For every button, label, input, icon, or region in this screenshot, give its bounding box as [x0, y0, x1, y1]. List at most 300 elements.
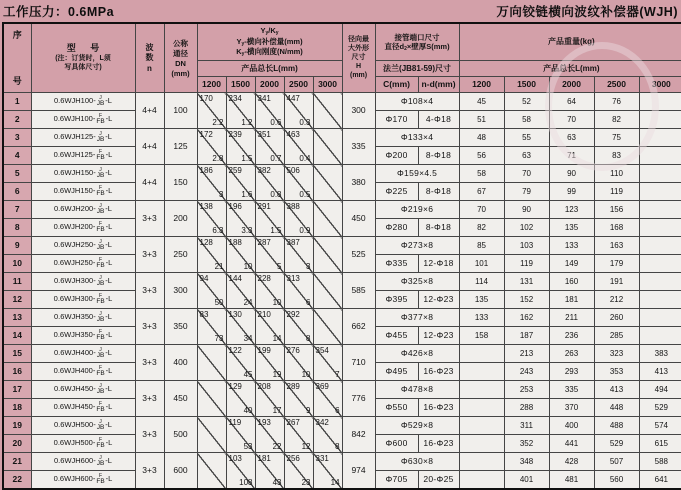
lateral-stiffness-value: 7 — [335, 369, 340, 379]
model-variant-stack — [97, 312, 105, 324]
compensation-stiffness-cell — [226, 165, 255, 201]
header-wave-line: 数 — [145, 53, 154, 63]
weight-cell: 90 — [549, 165, 594, 183]
model-suffix: -L — [105, 240, 112, 250]
model-text — [54, 240, 112, 252]
flange-nd-cell: 8-Φ18 — [418, 183, 459, 201]
weight-cell: 58 — [504, 111, 549, 129]
header-weight-group: 产品重量(kg) — [459, 23, 681, 61]
model-prefix: 0.6WJH600- — [54, 456, 96, 466]
model-prefix: 0.6WJH100- — [53, 114, 96, 124]
weight-cell: 187 — [504, 327, 549, 345]
model-variant-sup: J — [99, 346, 102, 353]
model-variant-sup: J — [99, 238, 102, 245]
weight-cell: 191 — [594, 273, 639, 291]
max-outer-dim-cell: 335 — [342, 129, 375, 165]
flange-c-cell: Φ225 — [375, 183, 418, 201]
max-outer-dim-cell: 525 — [342, 237, 375, 273]
model-variant-stack — [96, 330, 104, 342]
lateral-compensation-value: 387 — [286, 238, 300, 247]
compensation-stiffness-cell — [226, 273, 255, 309]
compensation-stiffness-cell — [255, 417, 284, 453]
lateral-compensation-value: 144 — [228, 274, 242, 283]
compensation-stiffness-cell — [197, 381, 226, 417]
header-weight-length-col: 2000 — [549, 77, 594, 93]
model-text — [54, 438, 113, 450]
header-h-line: (mm) — [349, 72, 368, 80]
model-prefix: 0.6WJH350- — [54, 312, 96, 322]
model-variant-stack — [97, 456, 105, 468]
weight-cell: 285 — [594, 327, 639, 345]
weight-cell: 243 — [504, 363, 549, 381]
model-suffix: -L — [105, 150, 113, 160]
header-h-line: 尺寸 — [351, 53, 366, 61]
header-total-length: 产品总长L(mm) — [197, 61, 342, 77]
lateral-stiffness-value: 17 — [272, 405, 282, 415]
model-variant-sup: F — [98, 436, 103, 443]
compensation-stiffness-cell — [313, 309, 342, 345]
flange-c-cell: Φ335 — [375, 255, 418, 273]
lateral-stiffness-value: 1.5 — [270, 225, 282, 235]
model-variant-code: FB — [96, 117, 105, 125]
weight-cell: 288 — [504, 399, 549, 417]
weight-cell: 58 — [459, 165, 504, 183]
weight-cell: 383 — [639, 345, 681, 363]
compensator-spec-table — [2, 22, 681, 490]
compensation-stiffness-cell — [255, 273, 284, 309]
compensation-stiffness-cell — [284, 309, 313, 345]
header-yk-stiffness: $K_y-$横向刚度(N/mm) — [236, 47, 303, 58]
weight-cell: 110 — [594, 165, 639, 183]
model-variant-stack — [97, 276, 105, 288]
model-variant-code: FB — [96, 369, 105, 377]
model-text — [54, 222, 113, 234]
weight-cell: 236 — [549, 327, 594, 345]
wave-count-cell: 3+3 — [135, 201, 164, 237]
header-dn-line: 公称 — [173, 38, 188, 48]
table-row — [3, 345, 681, 363]
header-dn-line: 通径 — [173, 48, 188, 58]
lateral-stiffness-value: 0.9 — [299, 225, 311, 235]
lateral-stiffness-value: 3.3 — [241, 225, 253, 235]
model-cell — [31, 165, 135, 183]
row-number: 3 — [3, 129, 31, 147]
weight-cell: 52 — [504, 93, 549, 111]
model-prefix: 0.6WJH400- — [54, 348, 96, 358]
lateral-compensation-value: 188 — [228, 238, 242, 247]
model-cell — [31, 147, 135, 165]
model-variant-stack — [96, 114, 104, 126]
model-variant-code: JB — [96, 387, 105, 395]
model-variant-code: JB — [96, 315, 105, 323]
weight-cell: 133 — [459, 309, 504, 327]
model-variant-code: JB — [96, 243, 105, 251]
model-text — [54, 384, 112, 396]
lateral-compensation-value: 341 — [257, 94, 271, 103]
model-variant-code: JB — [96, 279, 105, 287]
lateral-stiffness-value: 1.5 — [241, 153, 253, 163]
model-suffix: -L — [105, 186, 113, 196]
weight-cell: 70 — [504, 165, 549, 183]
nominal-diameter-cell: 400 — [164, 345, 197, 381]
weight-cell — [639, 93, 681, 111]
model-variant-stack — [97, 384, 105, 396]
compensation-stiffness-cell — [255, 93, 284, 129]
model-variant-sup: J — [99, 94, 102, 101]
lateral-compensation-value: 196 — [228, 202, 242, 211]
model-suffix: -L — [105, 438, 113, 448]
model-variant-stack — [97, 348, 105, 360]
row-number: 5 — [3, 165, 31, 183]
row-number: 12 — [3, 291, 31, 309]
weight-cell: 428 — [549, 453, 594, 471]
row-number: 15 — [3, 345, 31, 363]
model-variant-stack — [96, 294, 104, 306]
model-cell — [31, 309, 135, 327]
model-text — [54, 420, 112, 432]
row-number: 20 — [3, 435, 31, 453]
compensation-stiffness-cell — [255, 165, 284, 201]
model-text — [54, 168, 112, 180]
weight-cell — [639, 147, 681, 165]
header-port-line2: 直径$d_2\times$壁厚S(mm) — [384, 41, 450, 52]
lateral-compensation-value: 369 — [315, 382, 329, 391]
lateral-stiffness-value: 6 — [306, 297, 311, 307]
compensation-stiffness-cell — [284, 273, 313, 309]
weight-cell: 63 — [504, 147, 549, 165]
header-flange-c: C(mm) — [375, 77, 418, 93]
compensation-stiffness-cell — [197, 237, 226, 273]
model-prefix: 0.6WJH450- — [54, 384, 96, 394]
weight-cell: 48 — [459, 129, 504, 147]
compensation-stiffness-cell — [197, 93, 226, 129]
weight-cell — [639, 309, 681, 327]
weight-cell: 253 — [504, 381, 549, 399]
model-prefix: 0.6WJH200- — [54, 204, 96, 214]
lateral-stiffness-value: 8 — [335, 441, 340, 451]
model-variant-sup: F — [98, 364, 103, 371]
table-row — [3, 273, 681, 291]
model-text — [54, 186, 113, 198]
nominal-diameter-cell: 200 — [164, 201, 197, 237]
table-row — [3, 201, 681, 219]
flange-c-cell: Φ200 — [375, 147, 418, 165]
flange-nd-cell: 16-Φ23 — [418, 435, 459, 453]
compensation-stiffness-cell — [226, 93, 255, 129]
header-h-line: H — [356, 63, 362, 71]
model-text — [54, 366, 113, 378]
weight-cell — [639, 327, 681, 345]
weight-cell — [639, 201, 681, 219]
table-row — [3, 453, 681, 471]
model-variant-code: JB — [96, 99, 105, 107]
weight-cell: 529 — [639, 399, 681, 417]
header-weight-total-length: 产品总长L(mm) — [459, 61, 681, 77]
flange-nd-cell: 12-Φ23 — [418, 291, 459, 309]
compensation-stiffness-cell — [226, 201, 255, 237]
compensation-stiffness-cell — [197, 309, 226, 345]
lateral-compensation-value: 103 — [228, 454, 242, 463]
model-suffix: -L — [105, 366, 113, 376]
weight-cell: 413 — [594, 381, 639, 399]
flange-c-cell: Φ395 — [375, 291, 418, 309]
compensation-stiffness-cell — [284, 165, 313, 201]
lateral-compensation-value: 388 — [286, 202, 300, 211]
model-variant-sup: J — [99, 274, 102, 281]
header-weight-length-col: 3000 — [639, 77, 681, 93]
weight-cell: 67 — [459, 183, 504, 201]
weight-cell: 311 — [504, 417, 549, 435]
row-number: 22 — [3, 471, 31, 490]
compensation-stiffness-cell — [226, 381, 255, 417]
header-h-line: 大外形 — [348, 44, 370, 52]
model-prefix: 0.6WJH400- — [53, 366, 96, 376]
weight-cell — [459, 471, 504, 490]
page-title-bar — [0, 0, 681, 22]
table-row — [3, 417, 681, 435]
max-outer-dim-cell: 450 — [342, 201, 375, 237]
max-outer-dim-cell: 710 — [342, 345, 375, 381]
model-text — [54, 258, 113, 270]
compensation-stiffness-cell — [226, 345, 255, 381]
model-suffix: -L — [105, 96, 112, 106]
weight-cell: 588 — [639, 453, 681, 471]
row-number: 2 — [3, 111, 31, 129]
model-prefix: 0.6WJH500- — [54, 420, 96, 430]
compensation-stiffness-cell — [197, 453, 226, 490]
compensation-stiffness-cell — [284, 201, 313, 237]
weight-cell: 352 — [504, 435, 549, 453]
header-length-col: 2000 — [255, 77, 284, 93]
model-variant-stack — [96, 186, 104, 198]
weight-cell: 102 — [504, 219, 549, 237]
weight-cell — [459, 435, 504, 453]
compensation-stiffness-cell — [284, 93, 313, 129]
flange-nd-cell: 8-Φ18 — [418, 219, 459, 237]
compensation-stiffness-cell — [255, 309, 284, 345]
model-variant-stack — [96, 258, 104, 270]
header-wave-count — [135, 23, 164, 93]
row-number: 9 — [3, 237, 31, 255]
weight-cell: 370 — [549, 399, 594, 417]
nominal-diameter-cell: 450 — [164, 381, 197, 417]
weight-cell — [639, 273, 681, 291]
model-suffix: -L — [105, 402, 113, 412]
weight-cell: 51 — [459, 111, 504, 129]
lateral-compensation-value: 506 — [286, 166, 300, 175]
lateral-compensation-value: 276 — [286, 346, 300, 355]
weight-cell: 83 — [594, 147, 639, 165]
lateral-stiffness-value: 50 — [214, 297, 224, 307]
model-text — [54, 348, 112, 360]
header-nominal-diameter — [164, 23, 197, 93]
model-variant-code: JB — [96, 135, 105, 143]
lateral-compensation-value: 170 — [199, 94, 213, 103]
model-suffix: -L — [105, 312, 112, 322]
weight-cell — [459, 417, 504, 435]
model-variant-sup: F — [98, 292, 103, 299]
model-variant-code: FB — [96, 477, 105, 485]
lateral-compensation-value: 138 — [199, 202, 213, 211]
weight-cell: 55 — [504, 129, 549, 147]
model-variant-stack — [97, 240, 105, 252]
lateral-stiffness-value: 6.3 — [212, 225, 224, 235]
header-seq-line: 序 — [12, 30, 22, 40]
nominal-diameter-cell: 100 — [164, 93, 197, 129]
weight-cell — [459, 453, 504, 471]
model-suffix: -L — [105, 420, 112, 430]
model-cell — [31, 435, 135, 453]
model-variant-sup: J — [99, 202, 102, 209]
weight-cell: 400 — [549, 417, 594, 435]
header-seq-line: 号 — [12, 75, 22, 86]
model-prefix: 0.6WJH150- — [53, 186, 96, 196]
weight-cell: 152 — [504, 291, 549, 309]
weight-cell: 158 — [459, 327, 504, 345]
model-variant-sup: J — [99, 310, 102, 317]
model-suffix: -L — [105, 384, 112, 394]
weight-cell: 114 — [459, 273, 504, 291]
lateral-compensation-value: 119 — [228, 418, 242, 427]
lateral-compensation-value: 122 — [228, 346, 242, 355]
lateral-stiffness-value: 23 — [301, 477, 311, 487]
weight-cell: 260 — [594, 309, 639, 327]
weight-cell: 63 — [549, 129, 594, 147]
model-text — [54, 114, 113, 126]
header-flange-nd: n-d(mm) — [418, 77, 459, 93]
working-pressure-title: 工作压力：0.6MPa — [3, 5, 115, 19]
lateral-compensation-value: 130 — [228, 310, 242, 319]
weight-cell: 263 — [549, 345, 594, 363]
model-variant-stack — [97, 204, 105, 216]
lateral-stiffness-value: 53 — [243, 441, 253, 451]
compensation-stiffness-cell — [313, 381, 342, 417]
weight-cell — [459, 363, 504, 381]
lateral-stiffness-value: 0.7 — [270, 153, 282, 163]
weight-cell: 45 — [459, 93, 504, 111]
weight-cell: 160 — [549, 273, 594, 291]
wave-count-cell: 3+3 — [135, 273, 164, 309]
model-variant-stack — [96, 222, 104, 234]
weight-cell: 119 — [504, 255, 549, 273]
weight-cell: 213 — [504, 345, 549, 363]
weight-cell: 99 — [549, 183, 594, 201]
lateral-stiffness-value: 0.4 — [299, 153, 311, 163]
lateral-compensation-value: 128 — [199, 238, 213, 247]
weight-cell: 70 — [459, 201, 504, 219]
lateral-stiffness-value: 45 — [243, 369, 253, 379]
model-variant-sup: F — [98, 220, 103, 227]
model-variant-code: JB — [96, 423, 105, 431]
compensation-stiffness-cell — [255, 453, 284, 490]
weight-cell: 123 — [549, 201, 594, 219]
weight-cell: 101 — [459, 255, 504, 273]
pipe-spec-cell: Φ133×4 — [375, 129, 459, 147]
weight-cell — [459, 399, 504, 417]
weight-cell: 401 — [504, 471, 549, 490]
lateral-stiffness-value: 1.2 — [241, 117, 253, 127]
model-variant-code: FB — [96, 297, 105, 305]
lateral-compensation-value: 313 — [286, 274, 300, 283]
weight-cell: 133 — [549, 237, 594, 255]
flange-c-cell: Φ600 — [375, 435, 418, 453]
weight-cell — [639, 129, 681, 147]
lateral-stiffness-value: 19 — [272, 369, 282, 379]
lateral-compensation-value: 208 — [257, 382, 271, 391]
weight-cell: 90 — [504, 201, 549, 219]
header-yk-symbol: $Y_y/K_y$ — [260, 25, 279, 36]
weight-cell: 293 — [549, 363, 594, 381]
weight-cell: 441 — [549, 435, 594, 453]
header-wave-line: 波 — [145, 43, 154, 53]
pipe-spec-cell: Φ159×4.5 — [375, 165, 459, 183]
lateral-stiffness-value: 0.3 — [299, 117, 311, 127]
header-port-size — [375, 23, 459, 61]
model-prefix: 0.6WJH600- — [53, 474, 96, 484]
lateral-stiffness-value: 0.5 — [299, 189, 311, 199]
lateral-stiffness-value: 22 — [272, 441, 282, 451]
model-prefix: 0.6WJH300- — [53, 294, 96, 304]
row-number: 4 — [3, 147, 31, 165]
pipe-spec-cell: Φ273×8 — [375, 237, 459, 255]
weight-cell: 179 — [594, 255, 639, 273]
compensation-stiffness-cell — [313, 345, 342, 381]
header-dn-line: (mm) — [171, 68, 190, 78]
wave-count-cell: 4+4 — [135, 93, 164, 129]
weight-cell: 323 — [594, 345, 639, 363]
flange-c-cell: Φ550 — [375, 399, 418, 417]
lateral-stiffness-value: 8 — [306, 333, 311, 343]
model-text — [54, 456, 112, 468]
weight-cell: 156 — [594, 201, 639, 219]
lateral-stiffness-value: 43 — [272, 477, 282, 487]
lateral-stiffness-value: 10 — [243, 261, 253, 271]
model-variant-code: JB — [96, 207, 105, 215]
lateral-stiffness-value: 34 — [243, 333, 253, 343]
model-variant-stack — [96, 474, 104, 486]
model-suffix: -L — [105, 114, 113, 124]
weight-cell: 353 — [594, 363, 639, 381]
nominal-diameter-cell: 350 — [164, 309, 197, 345]
model-suffix: -L — [105, 348, 112, 358]
model-suffix: -L — [105, 474, 113, 484]
model-variant-sup: J — [99, 130, 102, 137]
model-text — [54, 402, 113, 414]
lateral-compensation-value: 94 — [199, 274, 209, 283]
row-number: 1 — [3, 93, 31, 111]
nominal-diameter-cell: 600 — [164, 453, 197, 490]
weight-cell: 119 — [594, 183, 639, 201]
weight-cell: 71 — [549, 147, 594, 165]
lateral-stiffness-value: 5 — [277, 261, 282, 271]
row-number: 18 — [3, 399, 31, 417]
model-variant-sup: J — [99, 166, 102, 173]
model-suffix: -L — [105, 132, 112, 142]
row-number: 8 — [3, 219, 31, 237]
wave-count-cell: 3+3 — [135, 417, 164, 453]
model-cell — [31, 237, 135, 255]
pipe-spec-cell: Φ426×8 — [375, 345, 459, 363]
row-number: 19 — [3, 417, 31, 435]
lateral-compensation-value: 228 — [257, 274, 271, 283]
flange-c-cell: Φ495 — [375, 363, 418, 381]
model-variant-stack — [96, 366, 104, 378]
model-variant-stack — [97, 420, 105, 432]
header-dn-line: DN — [175, 58, 186, 68]
weight-cell: 574 — [639, 417, 681, 435]
lateral-compensation-value: 292 — [286, 310, 300, 319]
compensation-stiffness-cell — [226, 129, 255, 165]
